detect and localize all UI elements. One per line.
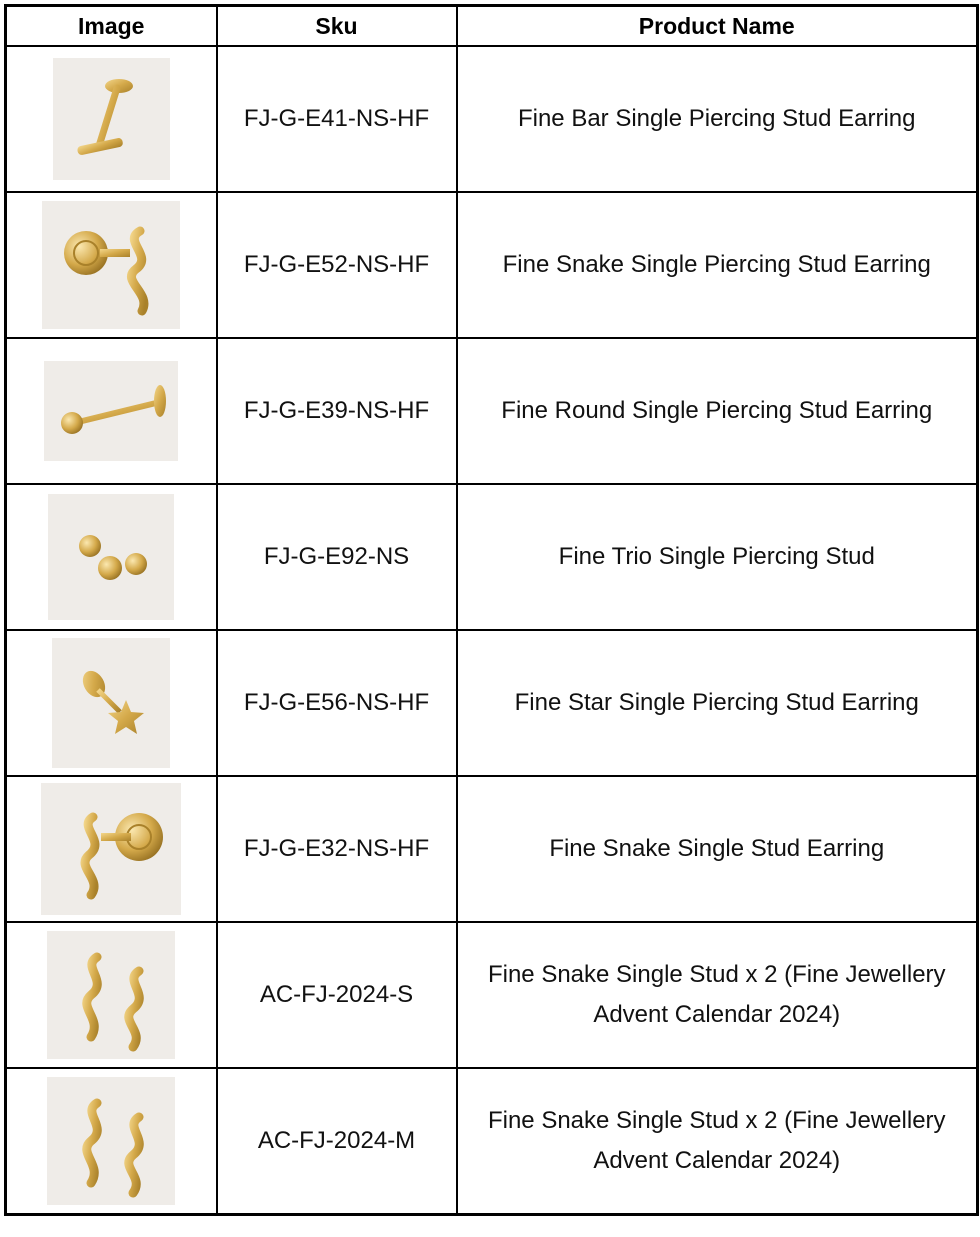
table-row [6, 338, 978, 484]
header-product-name: Product Name [457, 6, 978, 47]
image-cell [6, 46, 217, 192]
header-image: Image [6, 6, 217, 47]
table-row [6, 484, 978, 630]
image-cell [6, 192, 217, 338]
trio-stud-icon [48, 494, 174, 620]
product-table [4, 4, 979, 1216]
star-stud-icon [52, 638, 170, 768]
bar-stud-icon [53, 58, 170, 180]
table-row [6, 1068, 978, 1215]
table-row [6, 46, 978, 192]
product-name-cell: Fine Trio Single Piercing Stud [457, 484, 978, 630]
snake-pair-icon [47, 1077, 175, 1205]
product-name-cell: Fine Snake Single Stud x 2 (Fine Jewellery Advent Calendar 2024) [457, 922, 978, 1068]
product-name-cell: Fine Snake Single Piercing Stud Earring [457, 192, 978, 338]
snake-stud-icon [42, 201, 180, 329]
sku-cell: FJ-G-E32-NS-HF [217, 776, 457, 922]
header-row [6, 6, 978, 47]
image-cell [6, 338, 217, 484]
sku-cell: FJ-G-E52-NS-HF [217, 192, 457, 338]
product-name-cell: Fine Round Single Piercing Stud Earring [457, 338, 978, 484]
image-cell [6, 776, 217, 922]
image-cell [6, 484, 217, 630]
product-name-cell: Fine Snake Single Stud Earring [457, 776, 978, 922]
table-row [6, 192, 978, 338]
table-row [6, 922, 978, 1068]
round-stud-icon [44, 361, 178, 461]
sku-cell: FJ-G-E56-NS-HF [217, 630, 457, 776]
snake-pair-icon [47, 931, 175, 1059]
table-row [6, 776, 978, 922]
sku-cell: FJ-G-E41-NS-HF [217, 46, 457, 192]
sku-cell: AC-FJ-2024-S [217, 922, 457, 1068]
header-sku: Sku [217, 6, 457, 47]
product-name-cell: Fine Star Single Piercing Stud Earring [457, 630, 978, 776]
table-row [6, 630, 978, 776]
image-cell [6, 922, 217, 1068]
sku-cell: FJ-G-E39-NS-HF [217, 338, 457, 484]
snake-stud-icon [41, 783, 181, 915]
sku-cell: FJ-G-E92-NS [217, 484, 457, 630]
product-name-cell: Fine Snake Single Stud x 2 (Fine Jewellery Advent Calendar 2024) [457, 1068, 978, 1215]
image-cell [6, 630, 217, 776]
sku-cell: AC-FJ-2024-M [217, 1068, 457, 1215]
product-name-cell: Fine Bar Single Piercing Stud Earring [457, 46, 978, 192]
image-cell [6, 1068, 217, 1215]
